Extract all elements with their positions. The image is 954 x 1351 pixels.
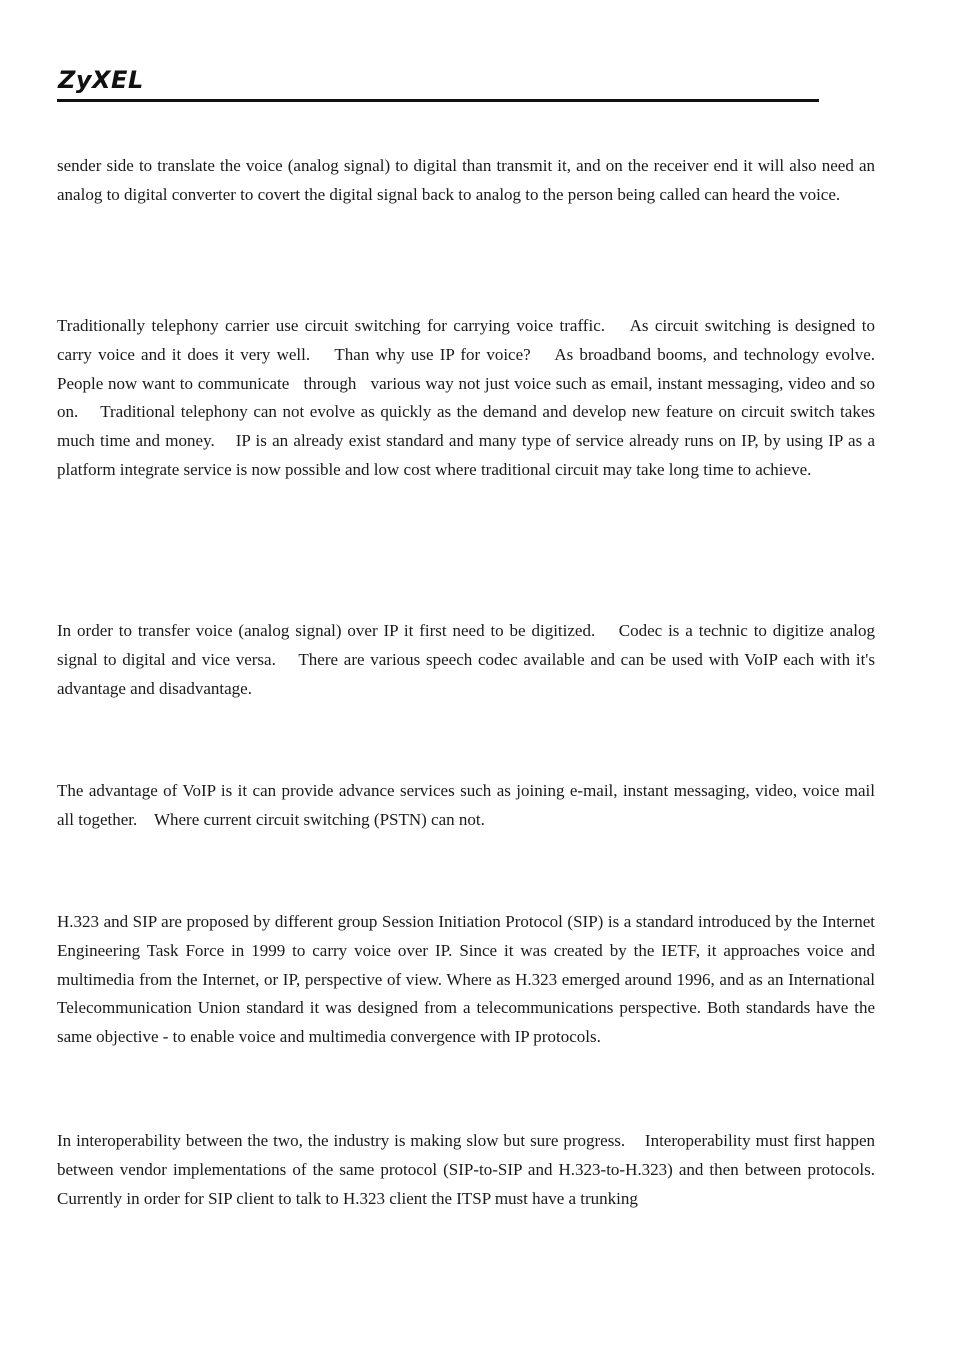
paragraph-h323-sip: H.323 and SIP are proposed by different group Session Initiation Protocol (SIP) is a standard introduced by the Internet Engineering Task Force in 1999 to carry voice over IP. Since it was created by the IETF, it approaches voice and multimedia from the Internet, or IP, perspective of view. Where as H.323 emerged around 1996, and as an International Telecommunication Union standard it was designed from a telecommunications perspective. Both standards have the same objective - to enable voice and multimedia convergence with IP protocols. — [57, 912, 880, 1047]
page-header — [57, 64, 819, 104]
header-divider — [57, 99, 819, 102]
paragraph-analog-conversion: sender side to translate the voice (analog signal) to digital than transmit it, and on the receiver end it will also need an analog to digital converter to covert the digital signal back to analog to the person being called can heard the voice. — [57, 156, 880, 204]
paragraph-interoperability: In interoperability between the two, the industry is making slow but sure progress. Interoperability must first happen between vendor implementations of the same protocol (SIP-to-SIP and H.323-to-H.323) and then between protocols. Currently in order for SIP client to talk to H.323 client the ITSP must have a trunking — [57, 1131, 880, 1208]
paragraph-circuit-switching: Traditionally telephony carrier use circuit switching for carrying voice traffic. As circuit switching is designed to carry voice and it does it very well. Than why use IP for voice? As broadband booms, and technology evolve. People now want to communicate through various way not just voice such as email, instant messaging, video and so on. Traditional telephony can not evolve as quickly as the demand and develop new feature on circuit switch takes much time and money. IP is an already exist standard and many type of service already runs on IP, by using IP as a platform integrate service is now possible and low cost where traditional circuit may take long time to achieve. — [57, 316, 892, 479]
paragraph-voip-advantage: The advantage of VoIP is it can provide advance services such as joining e-mail, instant messaging, video, voice mail all together. Where current circuit switching (PSTN) can not. — [57, 781, 880, 829]
zyxel-logo: ZyXEL — [58, 66, 144, 94]
paragraph-codec: In order to transfer voice (analog signal) over IP it first need to be digitized. Codec is a technic to digitize analog signal to digital and vice versa. There are various speech codec available and can be used with VoIP each with it's advantage and disadvantage. — [57, 621, 880, 698]
